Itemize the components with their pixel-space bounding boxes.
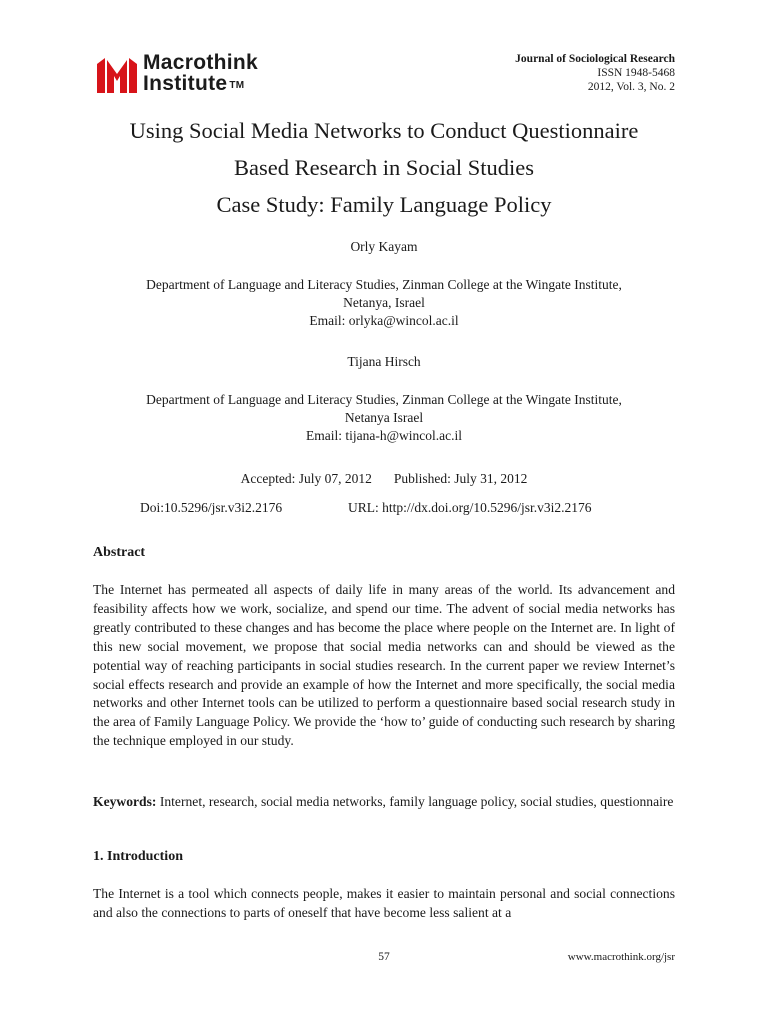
title-line-2: Based Research in Social Studies <box>234 155 534 180</box>
journal-info <box>515 52 675 94</box>
abstract-heading: Abstract <box>93 545 146 560</box>
trademark-mark: TM <box>229 80 245 91</box>
author-email: Email: tijana-h@wincol.ac.il <box>305 428 462 443</box>
introduction-body: The Internet is a tool which connects people, makes it easier to maintain personal and social connections and also the connections to parts of oneself that have become less salient at a <box>93 886 675 920</box>
accepted-date: Accepted: July 07, 2012 <box>240 471 372 486</box>
macrothink-logo-icon <box>95 52 139 94</box>
paper-title <box>0 112 768 223</box>
doi-url-link[interactable]: URL: http://dx.doi.org/10.5296/jsr.v3i2.2176 <box>348 500 592 515</box>
publication-dates <box>0 471 768 487</box>
keywords <box>93 793 675 812</box>
affiliation-line-1: Department of Language and Literacy Studies, Zinman College at the Wingate Institute, <box>146 392 622 407</box>
author-name: Orly Kayam <box>350 239 418 254</box>
affiliation-line-2: Netanya Israel <box>344 410 424 425</box>
affiliation-line-1: Department of Language and Literacy Studies, Zinman College at the Wingate Institute, <box>146 277 622 292</box>
logo-wordmark <box>143 52 258 94</box>
journal-name: Journal of Sociological Research <box>515 53 675 65</box>
keywords-text: Internet, research, social media networks, family language policy, social studies, questionnaire <box>156 794 674 809</box>
title-line-3: Case Study: Family Language Policy <box>216 192 552 217</box>
author-email: Email: orlyka@wincol.ac.il <box>309 313 459 328</box>
logo-line2: Institute <box>143 72 228 95</box>
affiliation-line-2: Netanya, Israel <box>343 295 425 310</box>
footer-site-link[interactable]: www.macrothink.org/jsr <box>567 951 675 963</box>
doi: Doi:10.5296/jsr.v3i2.2176 <box>140 500 283 515</box>
abstract-body: The Internet has permeated all aspects of daily life in many areas of the world. Its advancement and feasibility affects how we work, socialize, and spend our time. The advent of social media networks has greatly contributed to these changes and has become the place where people on the Internet are. In light of this new social movement, we propose that social media networks can and should be viewed as the potential way of reaching participants in social studies research. In the current paper we review Internet’s social effects research and provide an example of how the Internet and more specifically, the social media networks and other Internet tools can be utilized to perform a questionnaire based social research study in the area of Family Language Policy. We provide the ‘how to’ guide of conducting such research by sharing the technique employed in our study. <box>93 582 675 749</box>
author-affiliation <box>0 391 768 445</box>
author-affiliation <box>0 276 768 330</box>
page-number: 57 <box>378 951 390 963</box>
introduction-heading: 1. Introduction <box>93 849 183 864</box>
author-name: Tijana Hirsch <box>347 354 421 369</box>
published-date: Published: July 31, 2012 <box>393 471 528 486</box>
publisher-logo <box>95 52 295 96</box>
title-line-1: Using Social Media Networks to Conduct Questionnaire <box>129 118 639 143</box>
journal-volume: 2012, Vol. 3, No. 2 <box>587 81 675 93</box>
logo-line1: Macrothink <box>143 51 259 74</box>
keywords-label: Keywords: <box>93 794 157 809</box>
journal-issn: ISSN 1948-5468 <box>597 67 675 79</box>
